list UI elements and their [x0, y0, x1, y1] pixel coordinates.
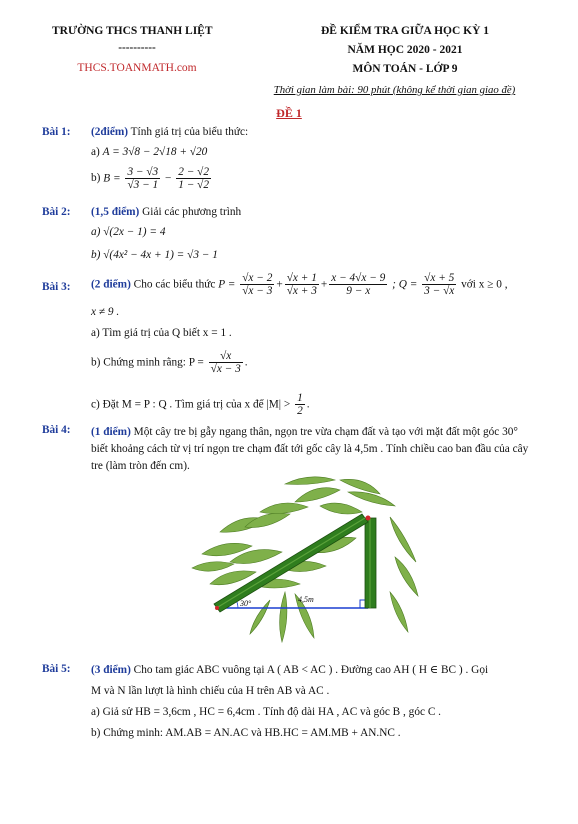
bai3-b-den: √x − 3 [210, 363, 241, 375]
bai5-a: a) Giả sử HB = 3,6cm , HC = 6,4cm . Tính độ dài HA , AC và góc B , góc C . [91, 706, 442, 718]
bai3-q-frac [422, 272, 456, 297]
bai3-q-den: 3 − √x [424, 285, 455, 297]
bai2-b: b) √(4x² − 4x + 1) = √3 − 1 [91, 249, 218, 261]
exam-code: ĐỀ 1 [276, 106, 302, 120]
bai4-points: (1 điểm) [91, 426, 131, 438]
bai1-b-frac2-num: 2 − √2 [178, 166, 210, 178]
bai5-line2: M và N lần lượt là hình chiếu của H trên AB và AC . [91, 685, 330, 697]
bai3-p-frac2-num: √x + 1 [286, 272, 317, 284]
angle-label: 30° [240, 599, 252, 608]
bai3-p-frac1 [240, 272, 274, 297]
bai4-body: Một cây tre bị gẫy ngang thân, ngọn tre vừa chạm đất và tạo với mặt đất một góc 30° biết khoảng cách từ vị trí ngọn tre chạm đất tới gốc cây là 4,5m . Tính chiều cao ban đầu của cây tre (làm tròn đến cm). [91, 426, 529, 472]
bai3-label: Bài 3: [42, 281, 71, 293]
bai1-b-frac2 [176, 166, 211, 191]
bai3-p-frac3-den: 9 − x [346, 285, 371, 297]
bai2-points: (1,5 điểm) [91, 206, 140, 218]
bai3-b-frac [209, 350, 243, 375]
bamboo-figure [190, 472, 420, 644]
bai3-p-frac1-num: √x − 2 [242, 272, 273, 284]
bai1-heading [91, 126, 248, 138]
bai5-heading [91, 663, 488, 676]
bai3-b-prefix: b) Chứng minh rằng: P = [91, 356, 204, 369]
bai1-b [91, 166, 213, 191]
time-note: Thời gian làm bài: 90 phút (không kể thời gian giao đề) [273, 84, 516, 96]
bai4-label: Bài 4: [42, 424, 71, 436]
bai3-a: a) Tìm giá trị của Q biết x = 1 . [91, 327, 232, 339]
bai1-b-frac1-num: 3 − √3 [127, 166, 159, 178]
bai3-cond2: x ≠ 9 . [91, 306, 120, 318]
header-divider: ---------- [118, 42, 156, 54]
bai3-c-den: 2 [297, 405, 303, 417]
bai1-label: Bài 1: [42, 126, 71, 138]
bai3-c: c) Đặt M = P : Q . Tìm giá trị của x để |M| > $\frac{1}{2}$ . [91, 392, 310, 417]
exam-title: ĐỀ KIỂM TRA GIỮA HỌC KỲ 1 [320, 25, 490, 37]
bai3-p-frac2-den: √x + 3 [286, 285, 317, 297]
bai3-task: Cho các biểu thức [130, 278, 216, 291]
bai2-task: Giải các phương trình [139, 206, 242, 218]
bai3-heading: (2 điểm) Cho các biểu thức P = $\frac{√x - 2}{√x - 3}$ + $\frac{√x + 1}{√x + 3}$ + $\frac{x - 4√x - 9}{9 - x}$ ; Q = $\frac{√x + 5}{3 - √x}$ với x ≥ 0 , [91, 272, 508, 297]
bai1-b-minus: − [165, 172, 172, 185]
bai1-b-lhs: B = [103, 172, 121, 185]
bai3-c-text: c) Đặt M = P : Q . Tìm giá trị của x để |M| > [91, 398, 291, 411]
top-ground-point [215, 606, 219, 610]
bai2-heading [91, 206, 241, 218]
bai4-text [91, 424, 531, 475]
bai1-a-expr: A = 3√8 − 2√18 + √20 [102, 146, 208, 158]
bai3-c-frac [295, 392, 305, 417]
subject-label: MÔN TOÁN - LỚP 9 [352, 63, 458, 75]
bai1-b-prefix: b) [91, 172, 101, 185]
distance-label: 4,5m [298, 595, 314, 604]
bai3-p-lhs: P = [218, 278, 236, 291]
break-point [366, 516, 371, 521]
bai1-b-frac1 [125, 166, 160, 191]
website-label: THCS.TOANMATH.com [77, 62, 197, 74]
bai3-p-frac3-num: x − 4√x − 9 [331, 272, 386, 284]
bai3-b: b) Chứng minh rằng: P = $\frac{√x}{√x - 3}$ . [91, 350, 248, 375]
bai1-a [91, 146, 207, 158]
bai3-cond1: với x ≥ 0 , [461, 278, 508, 291]
bai2-label: Bài 2: [42, 206, 71, 218]
bai5-points: (3 điểm) [91, 664, 131, 676]
bai2-a: a) √(2x − 1) = 4 [91, 226, 166, 238]
bai1-b-frac1-den: √3 − 1 [127, 179, 159, 191]
bai3-p-frac2 [285, 272, 319, 297]
bai1-task: Tính giá trị của biểu thức: [128, 126, 249, 138]
bai5-b: b) Chứng minh: AM.AB = AN.AC và HB.HC = AM.MB + AN.NC . [91, 727, 401, 739]
bai3-p-frac3 [329, 272, 387, 297]
school-name: TRƯỜNG THCS THANH LIỆT [52, 25, 213, 37]
bai3-q-lhs: ; Q = [392, 278, 418, 291]
school-year: NĂM HỌC 2020 - 2021 [347, 44, 463, 56]
bai1-a-prefix: a) [91, 146, 100, 158]
bai1-b-frac2-den: 1 − √2 [178, 179, 210, 191]
bai5-line1: Cho tam giác ABC vuông tại A ( AB < AC ) . Đường cao AH ( H ∈ BC ) . Gọi [130, 664, 489, 676]
bai5-label: Bài 5: [42, 663, 71, 675]
bai3-c-num: 1 [297, 392, 303, 404]
bai3-p-frac1-den: √x − 3 [242, 285, 273, 297]
bai3-points: (2 điểm) [91, 278, 131, 291]
bai3-q-num: √x + 5 [424, 272, 455, 284]
bai1-points: (2điểm) [91, 126, 129, 138]
bai3-b-num: √x [209, 350, 243, 363]
